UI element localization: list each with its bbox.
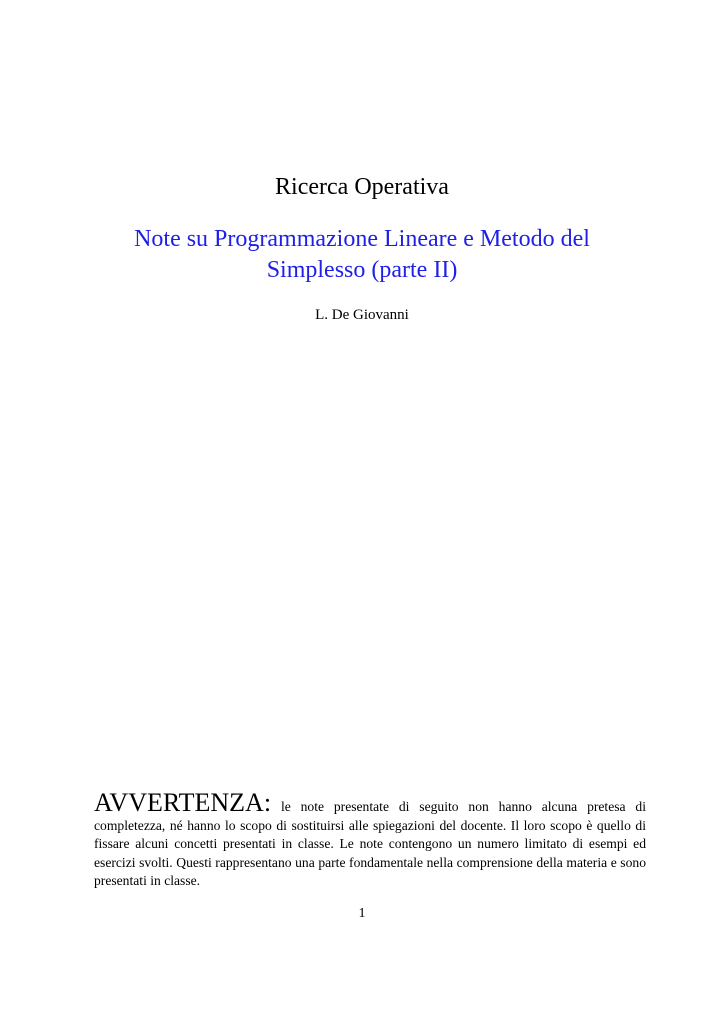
- warning-label: AVVERTENZA:: [94, 788, 272, 817]
- course-title: Ricerca Operativa: [275, 174, 449, 200]
- author-name: L. De Giovanni: [315, 307, 409, 323]
- page-number: 1: [358, 906, 366, 921]
- warning-text: le note presentate di seguito non hanno alcuna pretesa di completezza, né hanno lo scopo di sostituirsi alle spiegazioni del docente. Il loro scopo è quello di fissare alcuni concetti presentati in classe. Le note contengono un numero limitato di esempi ed esercizi svolti. Questi rappresentano una parte fondamentale nella comprensione della materia e sono presentati in classe.: [94, 799, 647, 888]
- document-title: Note su Programmazione Lineare e Metodo del Simplesso (parte II): [134, 226, 590, 283]
- warning-paragraph: [94, 790, 646, 891]
